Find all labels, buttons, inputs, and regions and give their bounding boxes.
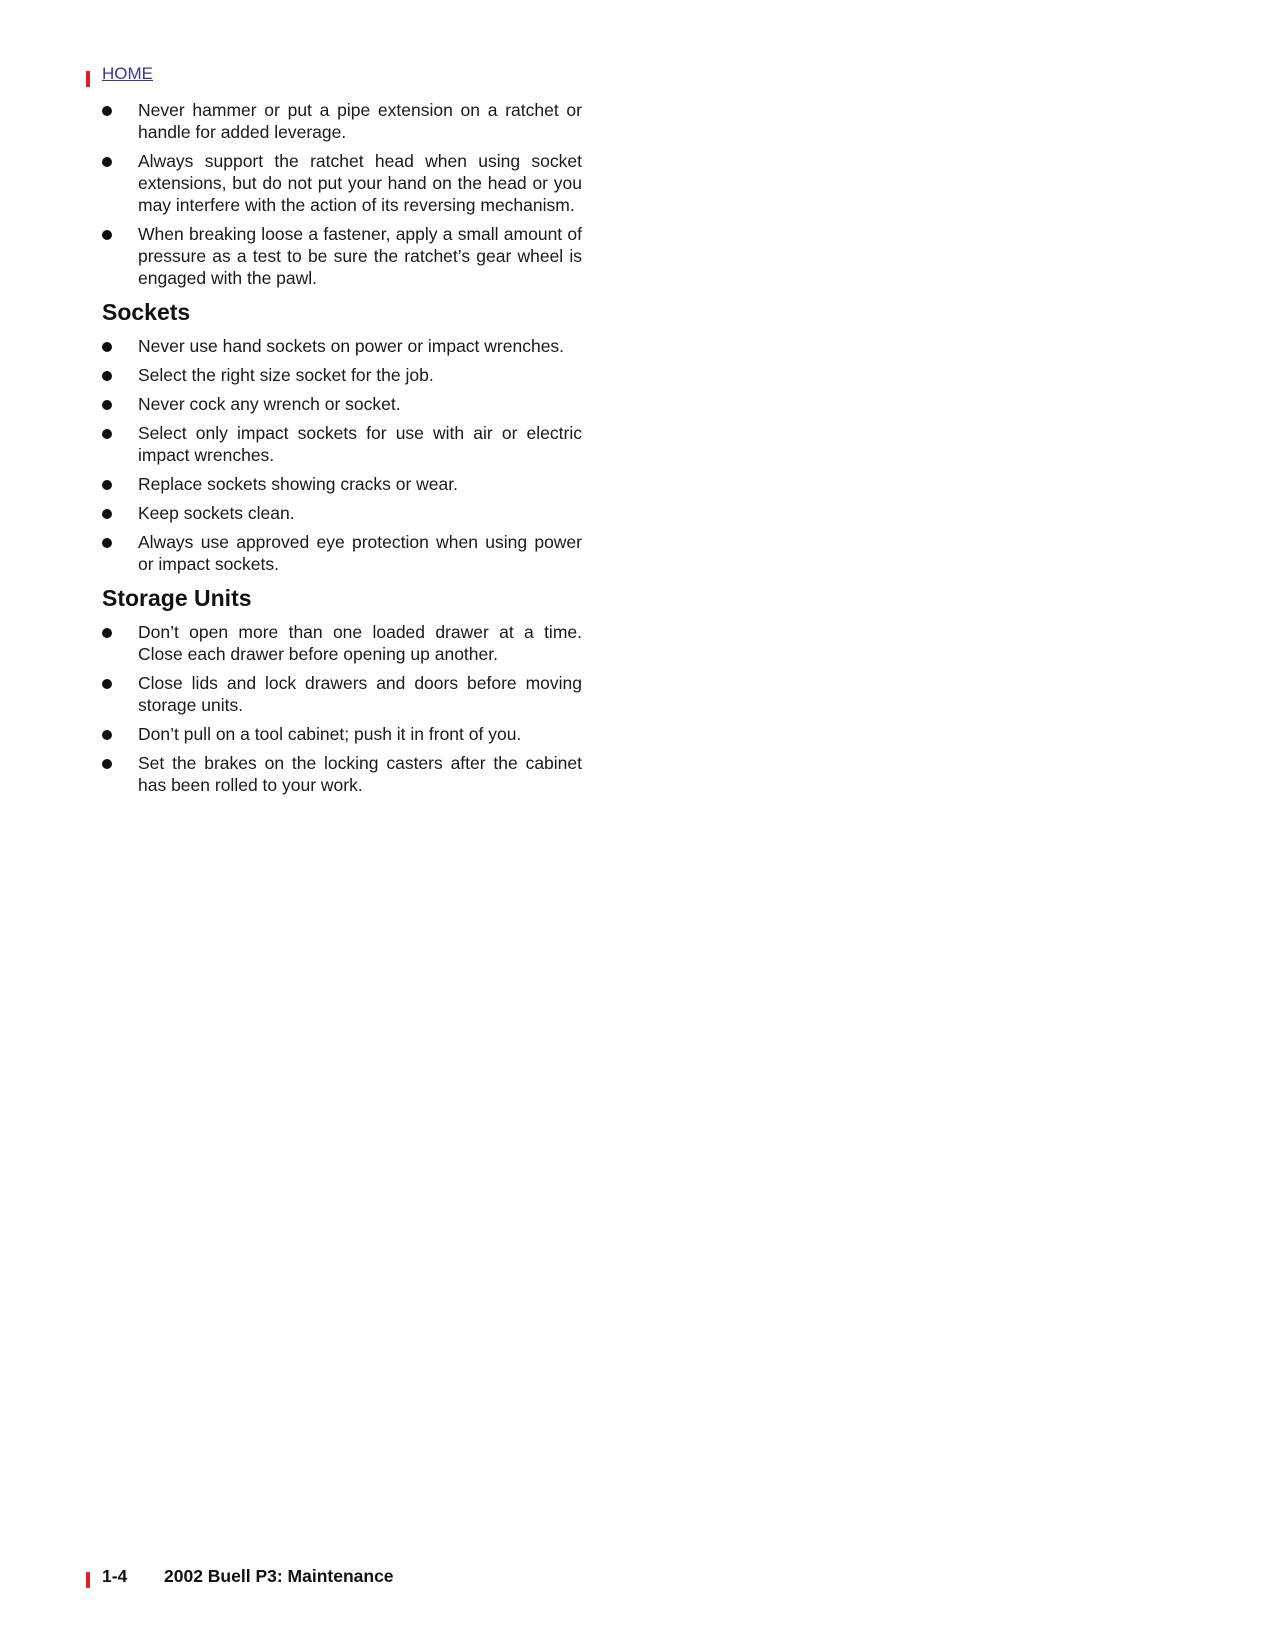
list-item-text: Keep sockets clean. (138, 503, 295, 523)
page-footer (102, 1566, 394, 1587)
bullet-icon (102, 730, 112, 740)
footer-title: 2002 Buell P3: Maintenance (164, 1566, 394, 1586)
list-item-text: Never hammer or put a pipe extension on a ratchet or handle for added leverage. (138, 100, 582, 142)
sockets-list (102, 335, 582, 575)
bullet-icon (102, 342, 112, 352)
list-item (102, 473, 582, 495)
storage-units-list (102, 621, 582, 796)
list-item (102, 335, 582, 357)
bullet-icon (102, 371, 112, 381)
list-item (102, 502, 582, 524)
intro-list (102, 99, 582, 289)
list-item-text: Don’t open more than one loaded drawer at a time. Close each drawer before opening up another. (138, 622, 582, 664)
list-item-text: Select only impact sockets for use with air or electric impact wrenches. (138, 423, 582, 465)
list-item (102, 150, 582, 216)
list-item-text: Always support the ratchet head when using socket extensions, but do not put your hand on the head or you may interfere with the action of its reversing mechanism. (138, 151, 582, 215)
change-bar (86, 1572, 90, 1588)
list-item-text: When breaking loose a fastener, apply a small amount of pressure as a test to be sure the ratchet’s gear wheel is engaged with the pawl. (138, 224, 582, 288)
list-item-text: Set the brakes on the locking casters after the cabinet has been rolled to your work. (138, 753, 582, 795)
bullet-icon (102, 230, 112, 240)
list-item-text: Always use approved eye protection when using power or impact sockets. (138, 532, 582, 574)
bullet-icon (102, 106, 112, 116)
list-item-text: Never cock any wrench or socket. (138, 394, 401, 414)
bullet-icon (102, 759, 112, 769)
list-item-text: Select the right size socket for the job. (138, 365, 434, 385)
bullet-icon (102, 628, 112, 638)
bullet-icon (102, 157, 112, 167)
bullet-icon (102, 429, 112, 439)
list-item (102, 672, 582, 716)
bullet-icon (102, 480, 112, 490)
bullet-icon (102, 679, 112, 689)
bullet-icon (102, 538, 112, 548)
bullet-icon (102, 400, 112, 410)
bullet-icon (102, 509, 112, 519)
list-item (102, 723, 582, 745)
page-number: 1-4 (102, 1566, 128, 1586)
storage-units-heading: Storage Units (102, 585, 252, 611)
content-column (102, 99, 582, 803)
list-item-text: Don’t pull on a tool cabinet; push it in front of you. (138, 724, 522, 744)
sockets-heading: Sockets (102, 299, 191, 325)
list-item (102, 99, 582, 143)
list-item (102, 223, 582, 289)
list-item (102, 422, 582, 466)
list-item (102, 531, 582, 575)
list-item (102, 393, 582, 415)
home-link[interactable]: HOME (102, 64, 153, 83)
list-item (102, 621, 582, 665)
list-item-text: Replace sockets showing cracks or wear. (138, 474, 458, 494)
list-item-text: Close lids and lock drawers and doors before moving storage units. (138, 673, 582, 715)
list-item-text: Never use hand sockets on power or impact wrenches. (138, 336, 565, 356)
change-bar (86, 71, 90, 87)
list-item (102, 364, 582, 386)
list-item (102, 752, 582, 796)
